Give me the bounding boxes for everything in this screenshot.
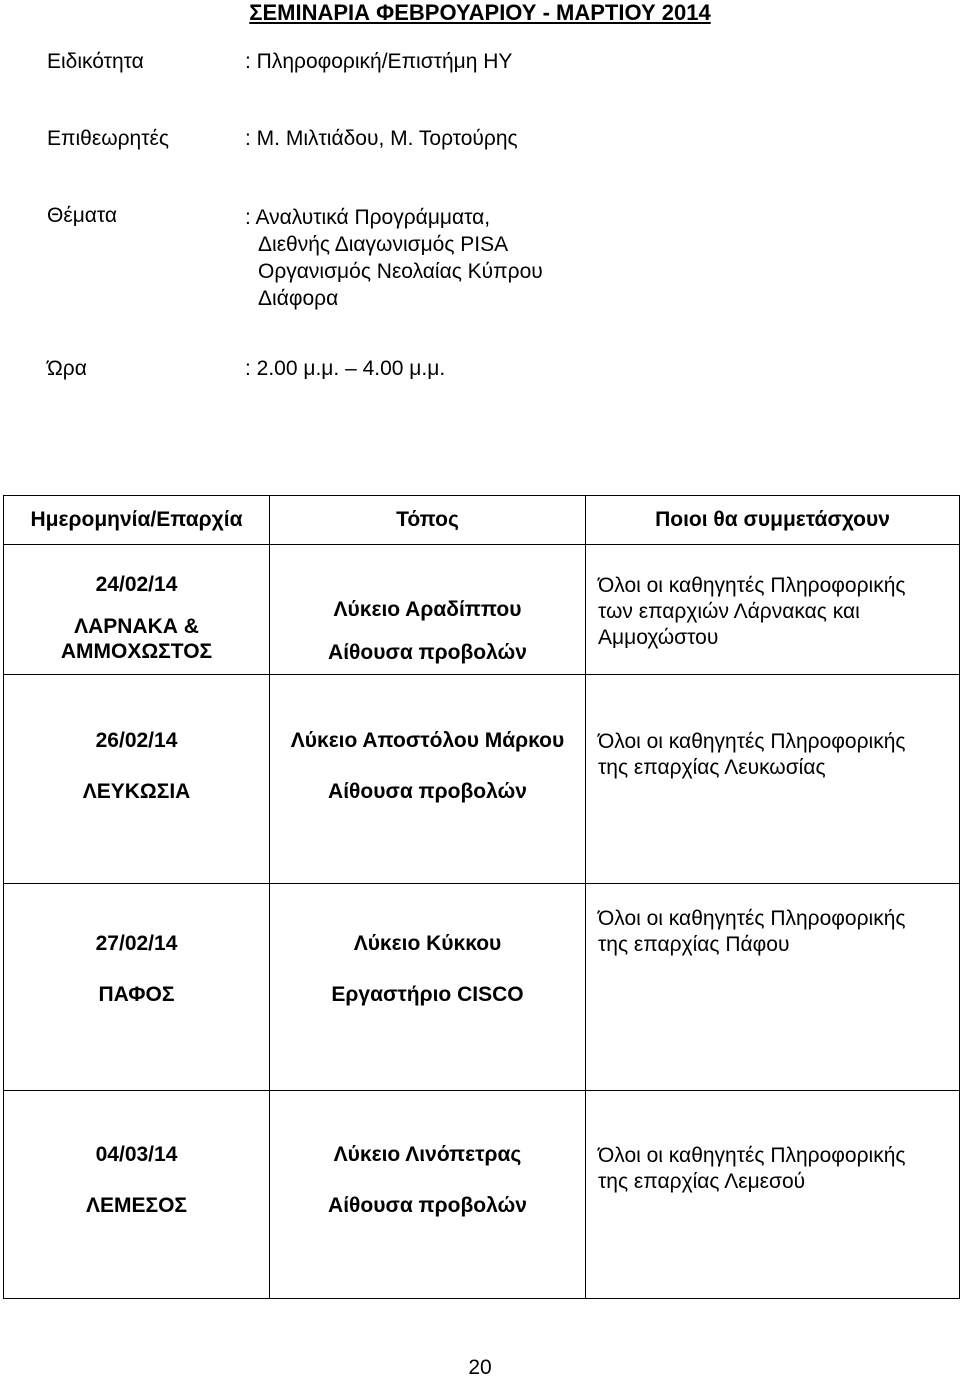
table-row [4, 675, 960, 884]
date-district-cell [4, 545, 270, 675]
topic-line: : Αναλυτικά Προγράμματα, [245, 206, 491, 229]
document-title: ΣΕΜΙΝΑΡΙΑ ΦΕΒΡΟΥΑΡΙΟΥ - ΜΑΡΤΙΟΥ 2014 [249, 0, 711, 25]
topic-line: Οργανισμός Νεολαίας Κύπρου [258, 260, 543, 283]
room: Αίθουσα προβολών [328, 1194, 527, 1217]
topic-line: Διεθνής Διαγωνισμός PISA [258, 233, 509, 256]
venue-cell [270, 545, 586, 675]
school: Λύκειο Κύκκου [353, 932, 502, 955]
participants-line: της επαρχίας Λεμεσού [598, 1170, 806, 1193]
page-number: 20 [468, 1356, 492, 1379]
header-venue: Τόπος [270, 496, 586, 545]
school: Λύκειο Αραδίππου [333, 598, 522, 621]
table-row [4, 884, 960, 1091]
room: Αίθουσα προβολών [328, 641, 527, 664]
participants-line: Όλοι οι καθηγητές Πληροφορικής [598, 574, 906, 597]
district: ΛΕΥΚΩΣΙΑ [82, 780, 191, 803]
date-district-cell [4, 884, 270, 1091]
school: Λύκειο Αποστόλου Μάρκου [290, 729, 565, 752]
participants-line: Όλοι οι καθηγητές Πληροφορικής [598, 730, 906, 753]
date: 27/02/14 [95, 932, 178, 955]
topics-value [245, 204, 543, 312]
room: Εργαστήριο CISCO [331, 983, 524, 1006]
topic-line: Διάφορα [258, 287, 339, 310]
table-header-row [4, 496, 960, 545]
district: ΠΑΦΟΣ [98, 983, 175, 1006]
participants-line: Όλοι οι καθηγητές Πληροφορικής [598, 1144, 906, 1167]
venue-cell [270, 675, 586, 884]
date-district-cell [4, 1091, 270, 1299]
time-value: : 2.00 μ.μ. – 4.00 μ.μ. [245, 357, 446, 380]
table-row [4, 1091, 960, 1299]
specialty-label: Ειδικότητα [47, 50, 144, 73]
participants-text [598, 573, 959, 651]
date: 24/02/14 [95, 573, 178, 596]
seminar-schedule-table [3, 495, 960, 1299]
participants-line: Αμμοχώστου [598, 626, 719, 649]
inspectors-value: : Μ. Μιλτιάδου, Μ. Τορτούρης [245, 127, 518, 150]
participants-text [598, 1143, 959, 1195]
venue-cell [270, 1091, 586, 1299]
venue-cell [270, 884, 586, 1091]
header-participants: Ποιοι θα συμμετάσχουν [586, 496, 960, 545]
time-label: Ώρα [47, 357, 87, 380]
date: 26/02/14 [95, 729, 178, 752]
participants-line: της επαρχίας Λευκωσίας [598, 756, 826, 779]
specialty-value: : Πληροφορική/Επιστήμη ΗΥ [245, 50, 513, 73]
topics-label: Θέματα [47, 204, 118, 227]
district: ΛΕΜΕΣΟΣ [85, 1194, 188, 1217]
header-date-district: Ημερομηνία/Επαρχία [4, 496, 270, 545]
participants-text [598, 729, 959, 781]
participants-line: της επαρχίας Πάφου [598, 933, 790, 956]
district: ΛΑΡΝΑΚΑ & ΑΜΜΟΧΩΣΤΟΣ [60, 615, 213, 663]
participants-line: των επαρχιών Λάρνακας και [598, 600, 860, 623]
participants-cell [586, 1091, 960, 1299]
participants-cell [586, 884, 960, 1091]
participants-cell [586, 545, 960, 675]
date-district-cell [4, 675, 270, 884]
participants-line: Όλοι οι καθηγητές Πληροφορικής [598, 907, 906, 930]
participants-text [598, 906, 959, 958]
room: Αίθουσα προβολών [328, 780, 527, 803]
date: 04/03/14 [95, 1143, 178, 1166]
participants-cell [586, 675, 960, 884]
inspectors-label: Επιθεωρητές [47, 127, 170, 150]
school: Λύκειο Λινόπετρας [333, 1143, 522, 1166]
table-row [4, 545, 960, 675]
